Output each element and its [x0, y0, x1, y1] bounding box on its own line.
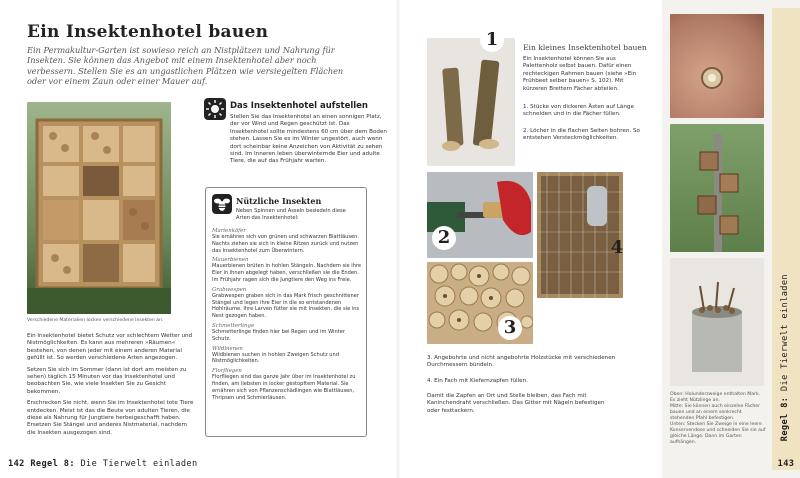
setup-text: Stellen Sie das Insektenhotel an einen sonnigen Platz, der vor Wind und Regen geschützt ist. Das Insektenhotel sollte mindestens 60 cm über dem Boden stehen. Lassen Sie es im Winter ungestört, auch wenn dort scheinbar keine Anzeichen von Aktivität zu sehen sind. Im Inneren leben überwinternde Eier und adulte Tiere, die auf das Frühjahr warten. [230, 114, 387, 165]
insect-entry: Schmetterlinge Schmetterlinge finden hier bei Regen und im Winter Schutz. [212, 322, 345, 342]
step-number-4: 4 [610, 237, 624, 258]
sidebar-photo-bottom [670, 258, 764, 386]
step-photo-1 [427, 38, 515, 166]
insect-entry: Grabwespen Grabwespen graben sich in das Mark frisch geschnittener Stängel und legen ihre Eier in die so entstandenen Hohlräume. Ihre Larven fütter sie mit Insekten, die sie ins Nest gezogen haben. [212, 286, 360, 320]
setup-heading: Das Insektenhotel aufstellen [230, 101, 368, 111]
page-title: Ein Insektenhotel bauen [27, 22, 269, 42]
intro-text: Ein Permakultur-Garten ist sowieso reich an Nistplätzen und Nahrung für Insekten. Sie können das Angebot mit einem Insektenhotel aber noch verbessern. Stellen Sie es an ungastlichen Plätzen wie versiegelten Flächen oder vor einem Zaun oder einer Mauer auf. [27, 45, 344, 87]
insect-hotel-photo [27, 102, 171, 314]
body-text [27, 333, 197, 437]
footer-rule: Regel 8: [30, 459, 75, 469]
step-3-text: 3. Angebohrte und nicht angebohrte Holzstücke mit verschiedenen Durchmessern bündeln. [427, 355, 616, 369]
step-4-text: 4. Ein Fach mit Kiefernzapfen füllen. [427, 378, 528, 384]
insects-lead: Neben Spinnen und Asseln besiedeln diese Arten das Insektenhotel: [236, 208, 346, 221]
insect-entry: Wildbienen Wildbienen suchen in hohlen Zweigen Schutz und Nistmöglichkeiten. [212, 345, 339, 365]
steps-heading: Ein kleines Insektenhotel bauen [523, 43, 647, 52]
photo-caption: Verschiedene Materialien locken verschiedene Insekten an. [27, 318, 164, 323]
insect-entry: Mauerbienen Mauerbienen brüten in hohlen Stängeln. Nachdem sie ihre Eier in ihnen abgelegt haben, verschließen sie die Enden. Im Frühjahr ragen sich die Jungtiere den Weg ins Freie. [212, 257, 362, 283]
page-number: 142 [8, 459, 25, 469]
bee-icon [212, 194, 232, 214]
insects-box [205, 187, 367, 437]
right-page [400, 0, 800, 478]
step-number-1: 1 [480, 28, 504, 52]
step-1-text: 1. Stücke von dickeren Ästen auf Länge schneiden und in die Fächer füllen. [523, 104, 634, 118]
sun-icon [204, 98, 226, 120]
footer-chapter: Die Tierwelt einladen [80, 459, 198, 469]
insects-heading: Nützliche Insekten [236, 196, 322, 206]
sidebar-photo-middle [670, 124, 764, 252]
step-number-2: 2 [432, 226, 456, 250]
sidebar-caption: Oben: Holunderzweige enthalten Mark. Es zieht Nützlinge an. Mitte: Sie können auch einzelne Fächer bauen und an einem senkrecht stehenden Pfahl befestigen. Unten: Stecken Sie Zweige in eine leere Konservendose und schneiden Sie sie auf gleiche Länge. Dann im Garten aufhängen. [670, 392, 766, 445]
insects-list [212, 225, 362, 401]
sidebar-photo-top [670, 14, 764, 118]
steps-intro: Ein Insektenhotel können Sie aus Palettenholz selbst bauen. Dafür einen rechteckigen Rahmen bauen (siehe »Ein Frühbeet selber bauen« S. 102). Mit kürzeren Brettern Fächer abteilen. [523, 56, 637, 92]
step-number-3: 3 [498, 316, 522, 340]
step-photo-4 [537, 172, 623, 298]
insect-entry: Marienkäfer Sie ernähren sich von grünen und schwarzen Blattläusen. Nachts ziehen sie sich in kleine Ritzen zurück und nutzen das Insektenhotel zum Überwintern. [212, 228, 359, 254]
body-paragraph: Ein Insektenhotel bietet Schutz vor schlechtem Wetter und Nistmöglichkeiten. Es kann aus mehreren »Räumen« bestehen, von denen jeder mit einem anderen Material gefüllt ist. So werden verschiedene Arten angezogen. [27, 333, 193, 362]
closing-text: Damit die Zapfen an Ort und Stelle bleiben, das Fach mit Kaninchendraht verschließen. Das Gitter mit Nägeln befestigen oder festtackern. [427, 393, 605, 414]
tab-rule: Regel 8: [780, 396, 790, 442]
page-footer [8, 459, 198, 469]
insect-entry: Florfliegen Florfliegen sind das ganze Jahr über im Insektenhotel zu finden, am liebsten in locker gestopftem Material. Sie ernähren sich von Pflanzenschädlingen wie Blattläusen, Thripsen und Schmierläusen. [212, 368, 356, 401]
step-2-text: 2. Löcher in die flachen Seiten bohren. So entstehen Versteckmöglichkeiten. [523, 128, 640, 142]
body-paragraph: Erschrecken Sie nicht, wenn Sie im Insektenhotel tote Tiere entdecken. Meist ist das die Beute von adulten Tieren, die diese als Nahrung für Jungtiere herbeigeschafft haben. Ersetzen Sie Stängel und anderes Nistmaterial, nachdem die Insekten ausgezogen sind. [27, 400, 194, 436]
tab-chapter: Die Tierwelt einladen [780, 274, 790, 392]
body-paragraph: Setzen Sie sich im Sommer (dann ist dort am meisten zu sehen) täglich 15 Minuten vor das Insektenhotel und beobachten Sie, wie viele Insekten Sie zu Gesicht bekommen. [27, 366, 187, 395]
page-number: 143 [777, 459, 795, 469]
tab-label [780, 274, 790, 441]
